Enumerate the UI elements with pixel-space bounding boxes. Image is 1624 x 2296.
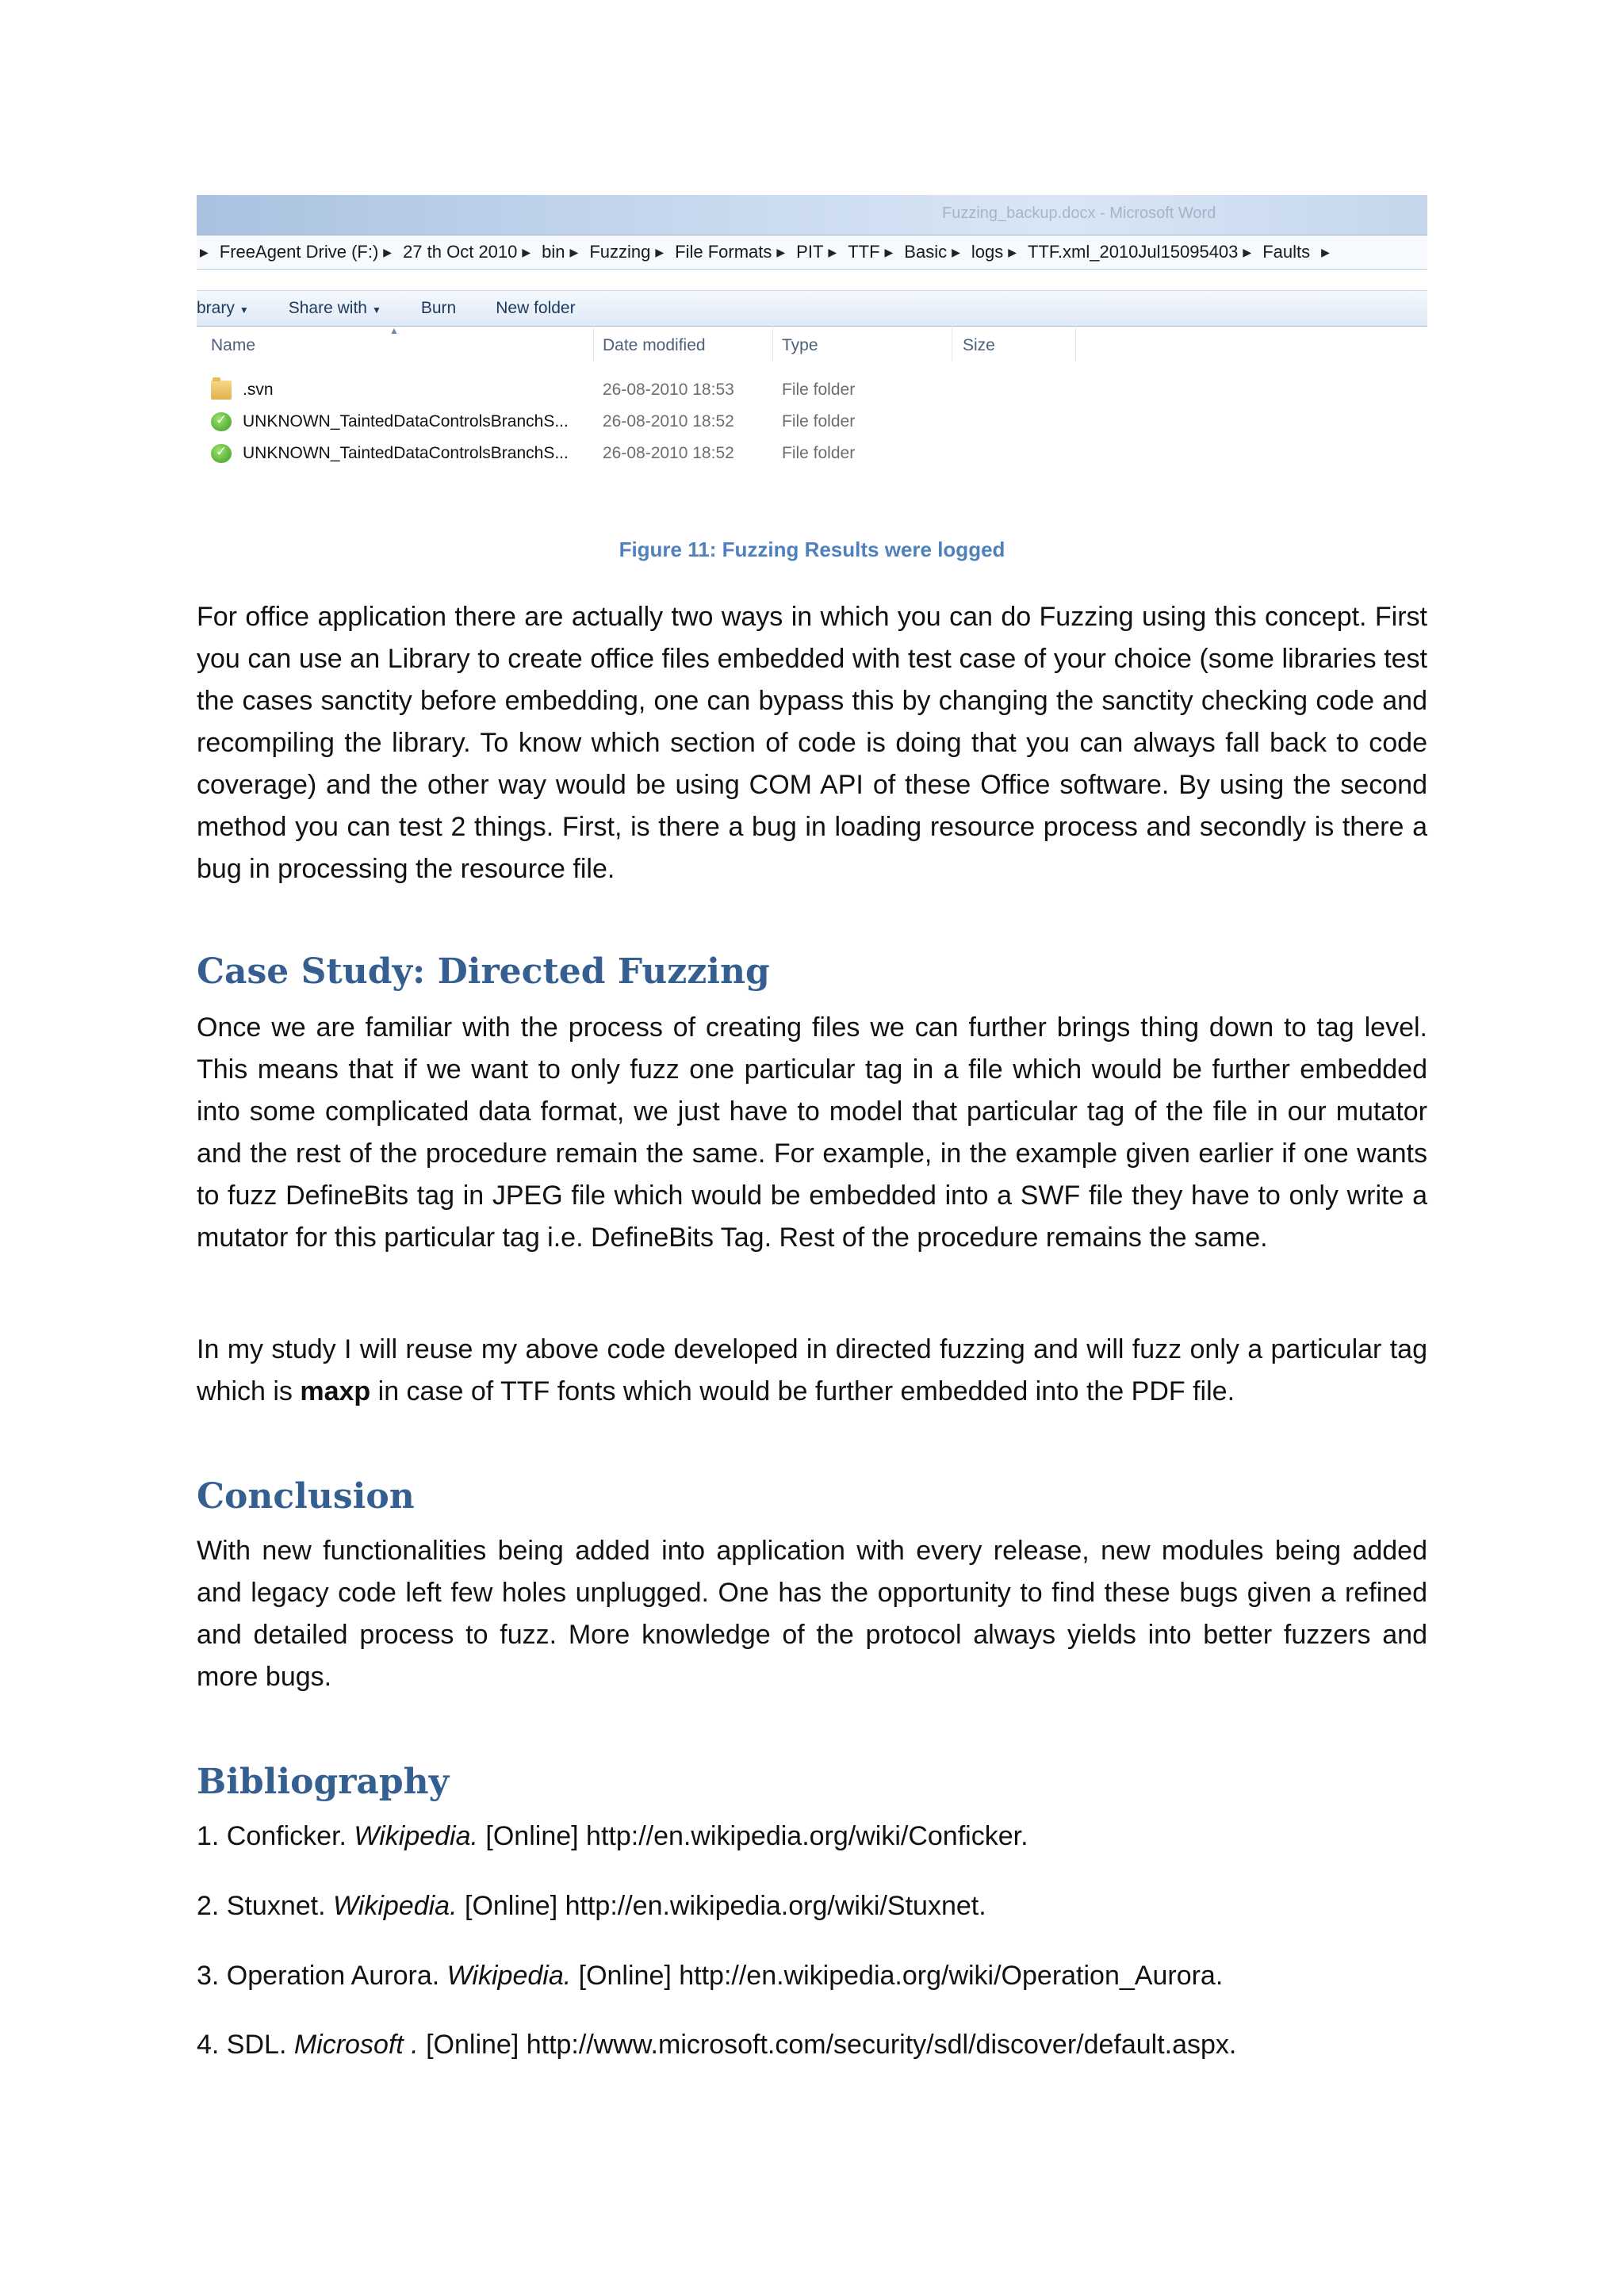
breadcrumb-item: ▶ Faults ▶: [1243, 242, 1330, 262]
window-titlebar: [197, 195, 1427, 235]
chevron-down-icon: ▼: [371, 304, 381, 316]
chevron-right-icon: ▶: [1321, 245, 1330, 258]
explorer-toolbar: [197, 290, 1427, 327]
column-name: Name: [211, 336, 256, 354]
chevron-down-icon: ▼: [239, 304, 249, 316]
chevron-right-icon: ▶: [952, 245, 960, 258]
file-name: UNKNOWN_TaintedDataControlsBranchS...: [243, 412, 569, 430]
section-heading: Bibliography: [197, 1762, 450, 1802]
file-type: File folder: [782, 381, 856, 399]
breadcrumb-item: ▶ Basic: [884, 242, 948, 262]
file-name: UNKNOWN_TaintedDataControlsBranchS...: [243, 444, 569, 462]
chevron-right-icon: ▶: [522, 245, 531, 258]
chevron-right-icon: ▶: [1008, 245, 1017, 258]
file-name: .svn: [243, 381, 274, 399]
breadcrumb-item: ▶ TTF: [828, 242, 880, 262]
file-row: [197, 406, 1427, 438]
file-date: 26-08-2010 18:52: [603, 444, 734, 462]
column-date-modified: Date modified: [603, 336, 706, 354]
share-with-menu: Share with ▼: [288, 299, 381, 317]
sort-ascending-icon: ▲: [389, 325, 399, 336]
file-type: File folder: [782, 444, 856, 462]
breadcrumb-item: ▶ FreeAgent Drive (F:): [200, 242, 379, 262]
section-heading: Case Study: Directed Fuzzing: [197, 951, 770, 992]
svn-folder-icon: [211, 444, 232, 463]
bibliography-entry: 4. SDL. Microsoft . [Online] http://www.microsoft.com/security/sdl/discover/default.aspx.: [197, 2030, 1237, 2060]
chevron-right-icon: ▶: [828, 245, 837, 258]
svn-folder-icon: [211, 412, 232, 431]
file-date: 26-08-2010 18:52: [603, 412, 734, 430]
library-menu: brary ▼: [197, 299, 249, 317]
chevron-right-icon: ▶: [655, 245, 665, 258]
explorer-screenshot-figure: [197, 195, 1427, 506]
body-paragraph: With new functionalities being added into application with every release, new modules being added and legacy code left few holes unplugged. One has the opportunity to find these bugs given a refined and detailed process to fuzz. More knowledge of the protocol always yields into better fuzzers and more bugs.: [197, 1536, 1427, 1692]
figure-caption: Figure 11: Fuzzing Results were logged: [619, 538, 1005, 561]
chevron-right-icon: ▶: [200, 245, 209, 258]
breadcrumb-item: ▶ File Formats: [655, 242, 772, 262]
breadcrumb-item: ▶ PIT: [776, 242, 824, 262]
body-paragraph: Once we are familiar with the process of creating files we can further brings thing down to tag level. This means that if we want to only fuzz one particular tag in a file which would be further embedded into some complicated data format, we just have to model that particular tag of the file in our mutator and the rest of the procedure remain the same. For example, in the example given earlier if one wants to fuzz DefineBits tag in JPEG file which would be embedded into a SWF file they have to only write a mutator for this particular tag i.e. DefineBits Tag. Rest of the procedure remains the same.: [197, 1012, 1427, 1253]
file-row: [197, 374, 1427, 406]
chevron-right-icon: ▶: [884, 245, 894, 258]
file-row: [197, 438, 1427, 469]
chevron-right-icon: ▶: [383, 245, 393, 258]
column-type: Type: [782, 336, 818, 354]
breadcrumb-item: ▶ bin: [522, 242, 565, 262]
bold-term: maxp: [300, 1376, 371, 1406]
window-title: Fuzzing_backup.docx - Microsoft Word: [942, 205, 1216, 222]
new-folder-button: New folder: [496, 299, 576, 317]
breadcrumb-item: ▶ TTF.xml_2010Jul15095403: [1008, 242, 1239, 262]
chevron-right-icon: ▶: [569, 245, 579, 258]
body-paragraph: In my study I will reuse my above code developed in directed fuzzing and will fuzz only a particular tag which is maxp in case of TTF fonts which would be further embedded into the PDF file.: [197, 1334, 1427, 1406]
breadcrumb-item: ▶ logs: [952, 242, 1004, 262]
section-heading: Conclusion: [197, 1476, 415, 1517]
folder-icon: [211, 381, 232, 400]
address-bar: [197, 235, 1427, 270]
file-date: 26-08-2010 18:53: [603, 381, 734, 399]
chevron-right-icon: ▶: [1243, 245, 1252, 258]
file-type: File folder: [782, 412, 856, 430]
burn-button: Burn: [420, 299, 457, 317]
breadcrumb-item: ▶ Fuzzing: [569, 242, 651, 262]
column-header: [197, 325, 1427, 362]
body-paragraph: For office application there are actually two ways in which you can do Fuzzing using this concept. First you can use an Library to create office files embedded with test case of your choice (some libraries test the cases sanctity before embedding, one can bypass this by changing the sanctity checking code and recompiling the library. To know which section of code is doing that you can always fall back to code coverage) and the other way would be using COM API of these Office software. By using the second method you can test 2 things. First, is there a bug in loading resource process and secondly is there a bug in processing the resource file.: [197, 602, 1427, 884]
chevron-right-icon: ▶: [776, 245, 786, 258]
bibliography-entry: 1. Conficker. Wikipedia. [Online] http://en.wikipedia.org/wiki/Conficker.: [197, 1821, 1028, 1851]
breadcrumb-item: ▶ 27 th Oct 2010: [383, 242, 518, 262]
column-size: Size: [963, 336, 995, 354]
bibliography-entry: 2. Stuxnet. Wikipedia. [Online] http://en.wikipedia.org/wiki/Stuxnet.: [197, 1891, 986, 1921]
bibliography-entry: 3. Operation Aurora. Wikipedia. [Online] http://en.wikipedia.org/wiki/Operation_Aurora.: [197, 1961, 1224, 1991]
